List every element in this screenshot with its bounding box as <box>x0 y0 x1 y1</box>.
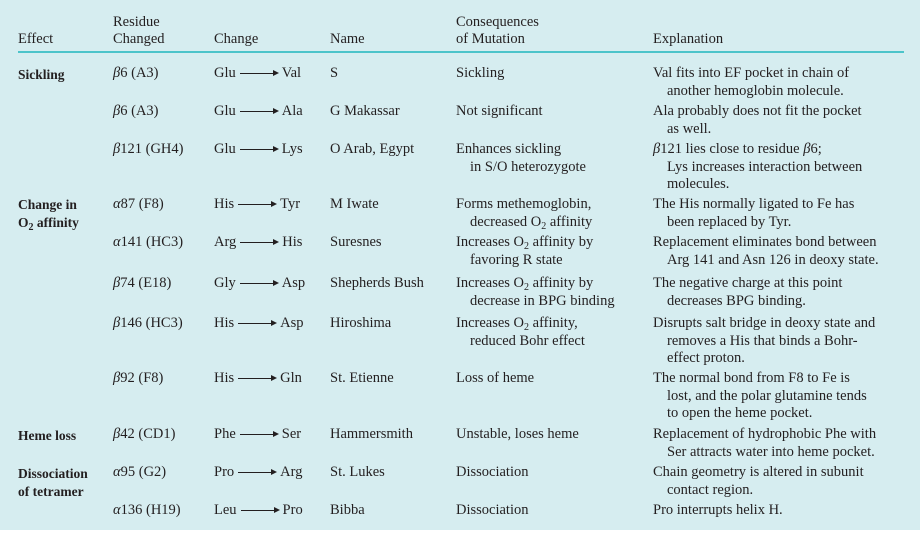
explanation-line: lost, and the polar glutamine tends <box>667 387 867 404</box>
consequence-line: in S/O heterozygote <box>470 158 586 175</box>
group-label-o2-o: O <box>18 214 29 230</box>
explanation-line: molecules. <box>667 176 730 192</box>
explanation-line: another hemoglobin molecule. <box>667 82 844 99</box>
consequence-cell <box>456 234 593 269</box>
change-cell <box>214 426 301 444</box>
header-effect: Effect <box>18 31 54 47</box>
group-label-dissociation <box>18 465 88 500</box>
from-aa: Arg <box>214 234 237 250</box>
consequence-cell: Loss of heme <box>456 370 535 386</box>
arrow-right-icon <box>239 238 279 248</box>
consequence-line <box>456 214 592 232</box>
consequence-text: Increases O <box>456 234 525 250</box>
consequence-cell <box>456 196 592 231</box>
explanation-line: contact region. <box>667 481 754 498</box>
explanation-line: Replacement of hydrophobic Phe with <box>653 426 877 442</box>
to-aa: Lys <box>281 141 303 157</box>
arrow-right-icon <box>239 430 279 440</box>
group-label-o2-line1: Change in <box>18 197 77 212</box>
consequence-text: affinity by <box>529 234 594 250</box>
header-consequences-line1: Consequences <box>456 14 539 30</box>
explanation-line: The His normally ligated to Fe has <box>653 196 855 212</box>
header-residue-line2: Changed <box>113 31 165 47</box>
chain-alpha: α <box>113 502 121 518</box>
name-cell: Hiroshima <box>330 315 392 331</box>
residue-cell <box>113 464 166 482</box>
chain-alpha: α <box>113 234 121 250</box>
chain-alpha: α <box>113 196 121 212</box>
to-aa: Gln <box>280 370 302 386</box>
header-explanation: Explanation <box>653 31 724 47</box>
to-aa: Arg <box>280 464 303 480</box>
explanation-line: decreases BPG binding. <box>667 292 806 309</box>
arrow-right-icon <box>237 200 277 210</box>
explanation-line: as well. <box>667 120 712 137</box>
group-label-dissociation-line2: of tetramer <box>18 483 84 499</box>
to-aa: Asp <box>280 315 304 331</box>
residue-cell <box>113 234 183 252</box>
residue-value: 74 (E18) <box>120 275 172 291</box>
consequence-line: Forms methemoglobin, <box>456 196 592 212</box>
arrow-right-icon <box>239 279 279 289</box>
chain-beta: β <box>113 65 121 81</box>
consequence-cell <box>456 275 615 310</box>
from-aa: Glu <box>214 141 236 157</box>
subscript: 2 <box>524 282 530 293</box>
residue-value: 87 (F8) <box>120 196 164 212</box>
change-cell <box>214 196 300 214</box>
from-aa: Pro <box>214 464 235 480</box>
name-cell: Hammersmith <box>330 426 413 442</box>
explanation-line: The normal bond from F8 to Fe is <box>653 370 850 386</box>
from-aa: Phe <box>214 426 236 442</box>
chain-beta: β <box>113 103 121 119</box>
consequence-cell <box>456 315 585 350</box>
residue-value: 6 (A3) <box>120 65 159 81</box>
header-residue-line1: Residue <box>113 14 160 30</box>
to-aa: His <box>282 234 303 250</box>
residue-value: 146 (HC3) <box>120 315 183 331</box>
residue-cell <box>113 65 159 83</box>
change-cell <box>214 315 304 333</box>
chain-beta: β <box>803 141 811 157</box>
consequence-text: affinity <box>546 213 593 230</box>
chain-beta: β <box>113 426 121 442</box>
explanation-line: Replacement eliminates bond between <box>653 234 877 250</box>
subscript: 2 <box>524 322 530 333</box>
arrow-right-icon <box>239 69 279 79</box>
explanation-cell <box>653 65 849 100</box>
chain-beta: β <box>653 141 661 157</box>
residue-cell <box>113 103 159 121</box>
name-cell: O Arab, Egypt <box>330 141 415 157</box>
from-aa: Leu <box>214 502 237 518</box>
header-change: Change <box>214 31 259 47</box>
name-cell: Suresnes <box>330 234 382 250</box>
residue-cell <box>113 502 181 520</box>
name-cell: Bibba <box>330 502 365 518</box>
group-label-sickling: Sickling <box>18 67 65 82</box>
explanation-cell <box>653 141 862 194</box>
chain-beta: β <box>113 275 121 291</box>
residue-value: 121 (GH4) <box>120 141 184 157</box>
consequence-line <box>456 234 593 250</box>
name-cell: M Iwate <box>330 196 379 212</box>
group-label-o2-sub: 2 <box>28 221 34 233</box>
consequence-text: Increases O <box>456 275 525 291</box>
from-aa: His <box>214 315 235 331</box>
change-cell <box>214 275 305 293</box>
residue-cell <box>113 141 183 159</box>
consequence-cell: Unstable, loses heme <box>456 426 579 442</box>
consequence-line: favoring R state <box>470 251 563 268</box>
residue-cell <box>113 315 183 333</box>
name-cell: S <box>330 65 339 81</box>
explanation-line: Ala probably does not fit the pocket <box>653 103 862 119</box>
change-cell <box>214 103 303 121</box>
arrow-right-icon <box>239 107 279 117</box>
explanation-line: Arg 141 and Asn 126 in deoxy state. <box>667 251 879 268</box>
residue-value: 136 (H19) <box>120 502 181 518</box>
to-aa: Val <box>281 65 302 81</box>
group-label-o2-post: affinity <box>33 214 79 230</box>
consequence-line <box>456 315 578 331</box>
arrow-right-icon <box>237 468 277 478</box>
consequence-cell: Dissociation <box>456 502 529 518</box>
change-cell <box>214 141 303 159</box>
residue-cell <box>113 275 171 293</box>
consequence-line <box>456 275 593 291</box>
explanation-cell: Pro interrupts helix H. <box>653 502 783 518</box>
residue-value: 92 (F8) <box>120 370 164 386</box>
explanation-line: Lys increases interaction between <box>667 158 863 175</box>
from-aa: Glu <box>214 103 236 119</box>
header-consequences-line2: of Mutation <box>456 31 525 47</box>
explanation-cell <box>653 275 842 310</box>
explanation-line: 121 lies close to residue <box>660 141 804 157</box>
explanation-line: The negative charge at this point <box>653 275 843 291</box>
change-cell <box>214 65 301 83</box>
consequence-cell: Not significant <box>456 103 543 119</box>
from-aa: His <box>214 196 235 212</box>
residue-value: 95 (G2) <box>120 464 167 480</box>
consequence-line: Enhances sickling <box>456 141 562 157</box>
residue-value: 42 (CD1) <box>120 426 176 442</box>
change-cell <box>214 464 302 482</box>
name-cell: G Makassar <box>330 103 400 119</box>
to-aa: Asp <box>281 275 306 291</box>
explanation-line: Ser attracts water into heme pocket. <box>667 443 875 460</box>
consequence-line: decrease in BPG binding <box>470 292 615 309</box>
consequence-text: affinity by <box>529 275 594 291</box>
consequence-text: affinity, <box>529 315 578 331</box>
arrow-right-icon <box>237 319 277 329</box>
change-cell <box>214 234 302 252</box>
header-consequences <box>456 14 539 48</box>
header-name: Name <box>330 31 365 47</box>
from-aa: Glu <box>214 65 236 81</box>
name-cell: St. Etienne <box>330 370 394 386</box>
explanation-line: Val fits into EF pocket in chain of <box>653 65 850 81</box>
arrow-right-icon <box>237 374 277 384</box>
explanation-cell <box>653 315 875 368</box>
chain-beta: β <box>113 370 121 386</box>
to-aa: Ala <box>281 103 303 119</box>
name-cell: Shepherds Bush <box>330 275 424 291</box>
group-label-o2-affinity <box>18 196 79 231</box>
change-cell <box>214 370 302 388</box>
explanation-cell <box>653 234 879 269</box>
residue-cell <box>113 196 164 214</box>
explanation-cell <box>653 196 854 231</box>
consequence-line: reduced Bohr effect <box>470 332 585 349</box>
residue-value: 6 (A3) <box>120 103 159 119</box>
residue-cell <box>113 426 175 444</box>
consequence-cell <box>456 141 586 176</box>
consequence-text: Increases O <box>456 315 525 331</box>
explanation-line: effect proton. <box>667 350 745 366</box>
explanation-line: Disrupts salt bridge in deoxy state and <box>653 315 876 331</box>
explanation-cell <box>653 426 876 461</box>
explanation-line: Chain geometry is altered in subunit <box>653 464 864 480</box>
consequence-cell: Dissociation <box>456 464 529 480</box>
arrow-right-icon <box>240 506 280 516</box>
subscript: 2 <box>524 241 530 252</box>
residue-value: 141 (HC3) <box>120 234 184 250</box>
to-aa: Tyr <box>280 196 301 212</box>
chain-alpha: α <box>113 464 121 480</box>
explanation-line: 6; <box>810 141 822 157</box>
subscript: 2 <box>541 220 547 232</box>
chain-beta: β <box>113 141 121 157</box>
consequence-cell: Sickling <box>456 65 505 81</box>
header-divider <box>18 51 904 53</box>
to-aa: Ser <box>281 426 302 442</box>
change-cell <box>214 502 303 520</box>
header-residue-changed <box>113 14 165 48</box>
from-aa: Gly <box>214 275 236 291</box>
name-cell: St. Lukes <box>330 464 385 480</box>
explanation-line: removes a His that binds a Bohr- <box>667 332 858 349</box>
arrow-right-icon <box>239 145 279 155</box>
to-aa: Pro <box>282 502 303 518</box>
explanation-cell <box>653 103 862 138</box>
explanation-cell <box>653 370 867 423</box>
from-aa: His <box>214 370 235 386</box>
group-label-dissociation-line1: Dissociation <box>18 466 88 481</box>
explanation-line: to open the heme pocket. <box>667 405 813 421</box>
explanation-cell <box>653 464 864 499</box>
chain-beta: β <box>113 315 121 331</box>
consequence-text: decreased O <box>470 213 542 230</box>
group-label-heme-loss: Heme loss <box>18 428 77 443</box>
residue-cell <box>113 370 163 388</box>
explanation-line: been replaced by Tyr. <box>667 213 792 230</box>
